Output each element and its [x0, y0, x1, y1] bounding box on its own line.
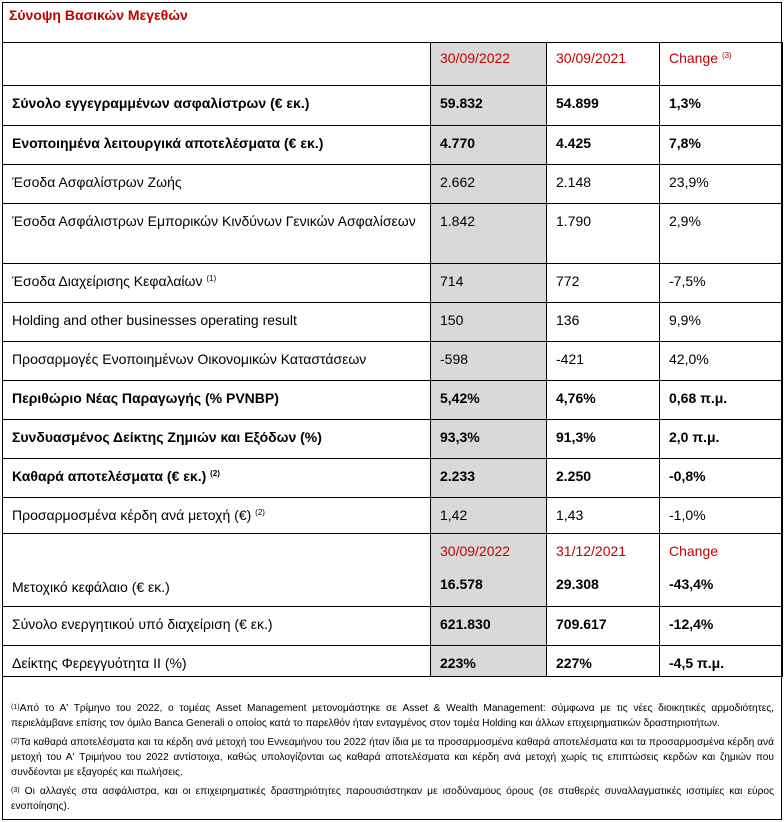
row-label: Σύνολο ενεργητικού υπό διαχείριση (€ εκ.) — [3, 607, 431, 646]
value-change: -12,4% — [660, 607, 783, 646]
footnote-1 — [11, 701, 774, 731]
row-footnote-mark: (2) — [210, 469, 220, 478]
row-footnote-mark: (1) — [206, 274, 217, 283]
value-prior: 4.425 — [547, 126, 660, 165]
table-row — [3, 381, 783, 420]
page-title: Σύνοψη Βασικών Μεγεθών — [9, 7, 188, 23]
table-row — [3, 264, 783, 303]
row-label-text: Έσοδα Ασφάλιστρων Εμπορικών Κινδύνων Γενικών Ασφαλίσεων — [12, 213, 416, 229]
header2-col-prior: 31/12/2021 — [547, 534, 660, 567]
footnote-2-text: Τα καθαρά αποτελέσματα και τα κέρδη ανά μετοχή του Εννεαμήνου του 2022 ήταν ίδια με τα προσαρμοσμένα καθαρά αποτελέσματα και τα προσαρμοσμένα κέρδη ανά μετοχή του Α' Τριμήνου του 2022 αντίστοιχα, καθώς υπολογίζονται ως καθαρά αποτελέσματα και κέρδη ανά μετοχή χωρίς τις επιπτώσεις κερδών και ζημιών που συνδέονται με εξαγορές και πωλήσεις. — [11, 737, 774, 778]
table-row — [3, 303, 783, 342]
value-change: 0,68 π.μ. — [660, 381, 783, 420]
header-col-prior-label: 30/09/2021 — [556, 50, 627, 66]
row-label — [3, 126, 431, 165]
value-change: -43,4% — [660, 567, 783, 607]
header-col-prior — [547, 43, 660, 86]
header2-col-current: 30/09/2022 — [431, 534, 547, 567]
row-label — [3, 342, 431, 381]
value-change: 1,3% — [660, 86, 783, 126]
value-change: -4,5 π.μ. — [660, 646, 783, 677]
value-current: 150 — [431, 303, 547, 342]
value-change: -0,8% — [660, 459, 783, 498]
row-label — [3, 264, 431, 303]
header-row-1 — [3, 43, 783, 86]
row-label-text: Έσοδα Ασφαλίστρων Ζωής — [12, 174, 182, 190]
value-change: 9,9% — [660, 303, 783, 342]
row-label — [3, 204, 431, 264]
row-label — [3, 165, 431, 204]
row-label — [3, 534, 431, 607]
value-current: 621.830 — [431, 607, 547, 646]
value-prior: 91,3% — [547, 420, 660, 459]
row-label — [3, 420, 431, 459]
row-label-text: Σύνολο εγγεγραμμένων ασφαλίστρων (€ εκ.) — [12, 95, 310, 111]
row-label — [3, 86, 431, 126]
value-current: 2.233 — [431, 459, 547, 498]
row-label-text: Περιθώριο Νέας Παραγωγής (% PVNBP) — [12, 390, 279, 406]
value-prior: 4,76% — [547, 381, 660, 420]
header-change-note: (3) — [721, 51, 732, 60]
row-label-text: Holding and other businesses operating result — [12, 312, 297, 328]
value-prior: 227% — [547, 646, 660, 677]
footnote-3 — [11, 784, 774, 814]
table-row — [3, 342, 783, 381]
table-row — [3, 165, 783, 204]
header-col-change — [660, 43, 783, 86]
value-current: 93,3% — [431, 420, 547, 459]
value-prior: 2.250 — [547, 459, 660, 498]
value-prior: 1.790 — [547, 204, 660, 264]
value-current: 223% — [431, 646, 547, 677]
row-label — [3, 498, 431, 534]
table-row — [3, 459, 783, 498]
value-current: 2.662 — [431, 165, 547, 204]
row-label-text: Συνδυασμένος Δείκτης Ζημιών και Εξόδων (%) — [12, 429, 322, 445]
table-row — [3, 204, 783, 264]
header-col-current: 30/09/2022 — [431, 43, 547, 86]
footnotes — [2, 697, 782, 820]
value-prior: 136 — [547, 303, 660, 342]
value-prior: 29.308 — [547, 567, 660, 607]
footnote-2-mark: (2) — [11, 738, 20, 745]
footnote-2 — [11, 735, 774, 780]
row-label — [3, 381, 431, 420]
value-current: -598 — [431, 342, 547, 381]
header-row-2 — [3, 534, 783, 567]
header2-col-change: Change — [660, 534, 783, 567]
footnote-1-mark: (1) — [11, 704, 20, 711]
row-label — [3, 303, 431, 342]
value-prior: 54.899 — [547, 86, 660, 126]
value-prior: 709.617 — [547, 607, 660, 646]
value-current: 59.832 — [431, 86, 547, 126]
row-footnote-mark: (2) — [255, 508, 265, 517]
row-label — [3, 459, 431, 498]
row-label-text: Ενοποιημένα λειτουργικά αποτελέσματα (€ εκ.) — [12, 135, 324, 151]
footnote-3-text: Οι αλλαγές στα ασφάλιστρα, και οι επιχειρηματικές δραστηριότητες παρουσιάστηκαν με ισοδύναμους όρους (σε σταθερές συναλλαγματικές ισοτιμίες και εύρος ενοποίησης). — [11, 786, 774, 812]
value-current: 5,42% — [431, 381, 547, 420]
value-change: 42,0% — [660, 342, 783, 381]
table-row — [3, 126, 783, 165]
row-label-text: Καθαρά αποτελέσματα (€ εκ.) — [12, 468, 207, 484]
table-row — [3, 86, 783, 126]
value-prior: 772 — [547, 264, 660, 303]
key-figures-table — [2, 42, 783, 677]
row-label-text: Έσοδα Διαχείρισης Κεφαλαίων — [12, 273, 203, 289]
value-change: -1,0% — [660, 498, 783, 534]
header-change-label: Change — [669, 50, 719, 66]
value-change: 2,0 π.μ. — [660, 420, 783, 459]
value-current: 714 — [431, 264, 547, 303]
row-label: Δείκτης Φερεγγυότητα II (%) — [3, 646, 431, 677]
row-label-text: Προσαρμογές Ενοποιημένων Οικονομικών Καταστάσεων — [12, 351, 367, 367]
footnote-3-mark: (3) — [11, 787, 20, 794]
value-change: 7,8% — [660, 126, 783, 165]
row-label-text: Μετοχικό κεφάλαιο (€ εκ.) — [12, 579, 170, 595]
value-current: 1.842 — [431, 204, 547, 264]
value-current: 16.578 — [431, 567, 547, 607]
value-prior: 2.148 — [547, 165, 660, 204]
value-prior: -421 — [547, 342, 660, 381]
value-current: 1,42 — [431, 498, 547, 534]
value-change: 23,9% — [660, 165, 783, 204]
value-prior: 1,43 — [547, 498, 660, 534]
table-row — [3, 646, 783, 677]
row-label-text: Προσαρμοσμένα κέρδη ανά μετοχή (€) — [12, 507, 252, 523]
value-change: -7,5% — [660, 264, 783, 303]
table-row — [3, 420, 783, 459]
table-row — [3, 498, 783, 534]
value-current: 4.770 — [431, 126, 547, 165]
table-row — [3, 607, 783, 646]
header-blank — [3, 43, 431, 86]
value-change: 2,9% — [660, 204, 783, 264]
footnote-1-text: Από το Α' Τρίμηνο του 2022, ο τομέας Asset Management μετονομάστηκε σε Asset & Wealth Management: σύμφωνα με τις νέες διοικητικές αρμοδιότητες, περιελάμβανε επίσης τον όμιλο Banca Generali ο οποίος κατά το παρελθόν ήταν ενταγμένος στον τομέα Holding και άλλων επιχειρηματικών δραστηριοτήτων. — [11, 703, 774, 729]
